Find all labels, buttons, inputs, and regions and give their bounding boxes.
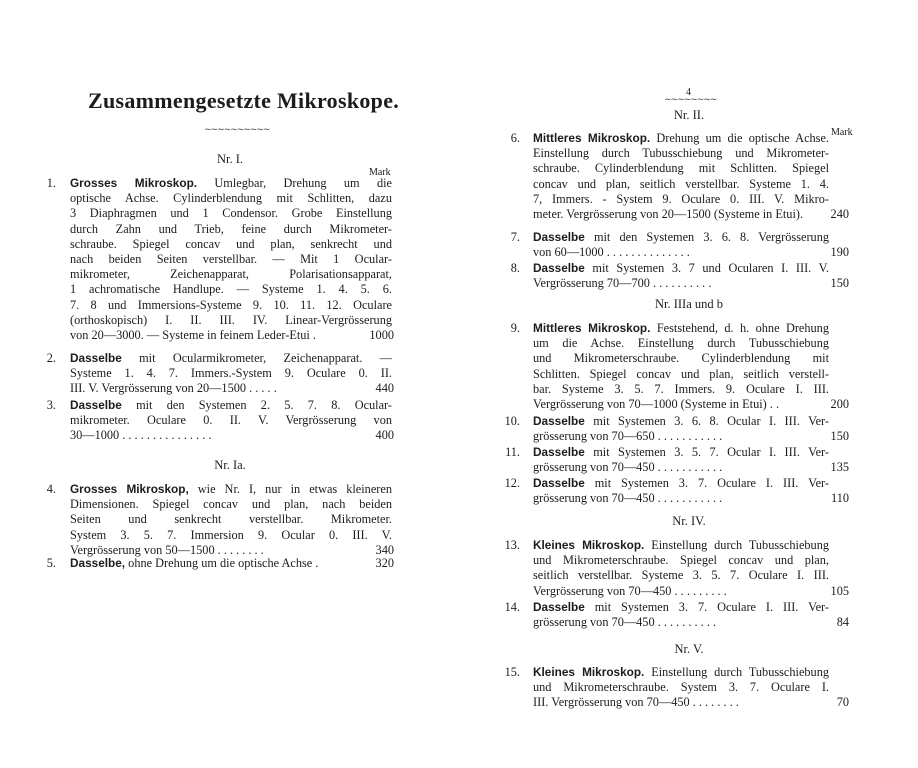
entry-line-text: wie Nr. I, nur in etwas kleineren [188,482,392,496]
entry-price: 320 [375,556,394,570]
entry-line [533,414,829,429]
entry-number: 5. [46,556,56,570]
entry-line: System 3. 5. 7. Immersion 9. Ocular 0. III. V. [70,527,392,542]
entry-description [533,665,829,711]
entry-line: 7. 8 und Immersions-Systeme 9. 10. 11. 12. Oculare [70,297,392,312]
entry-description [70,398,392,444]
entry-line: Vergrösserung von 70—450 . . . . . . . . . [533,583,727,598]
entry-line: und Mikrometerschraube. Cylinderblendung mit [533,351,829,366]
entry-lead-title: Grosses Mikroskop. [70,176,198,190]
entry-line [533,230,829,245]
entry-description [533,476,829,506]
entry-description [533,321,829,412]
entry-line-text: Drehung um die optische Achse. [650,131,829,145]
entry-line [533,538,829,553]
entry-description [533,445,829,475]
entry-line: Schlitten. Spiegel concav und plan, seitlich verstell- [533,366,829,381]
entry-line [70,482,392,497]
section-heading-nr-ia: Nr. Ia. [214,458,246,472]
entry-price: 190 [830,245,849,260]
entry-lead-title: Mittleres Mikroskop. [533,131,651,145]
entry-line-text: Feststehend, d. h. ohne Drehung [650,321,829,335]
entry-line: optische Achse. Cylinderblendung mit Schlitten, dazu [70,191,392,206]
entry-price: 105 [830,583,849,598]
entry-line-text: mit den Systemen 3. 6. 8. Vergrösserung [584,230,829,244]
entry-line: Einstellung durch Tubusschiebung und Mikrometer- [533,146,829,161]
entry-line [533,445,829,460]
entry-line: III. Vergrösserung von 70—450 . . . . . . . . [533,695,739,710]
entry-lead-title: Dasselbe [70,398,122,412]
right-page [459,0,918,768]
entry-price: 110 [831,491,849,506]
entry-number: 10. [504,414,520,428]
entry-number: 9. [510,321,520,335]
entry-number: 4. [46,482,56,496]
entry-line-text: mit Systemen 3. 7 und Ocularen I. III. V. [584,261,829,275]
section-heading-nr-iv: Nr. IV. [672,514,706,528]
entry-line-text: ohne Drehung um die optische Achse . [125,556,319,570]
entry-description [70,482,392,558]
entry-number: 13. [504,538,520,552]
entry-line: 30—1000 . . . . . . . . . . . . . . . [70,428,212,443]
entry-description [70,351,392,397]
entry-lead-title: Grosses Mikroskop, [70,482,189,496]
entry-description [70,556,392,571]
entry-price: 440 [375,381,394,396]
section-heading-nr-iiia-und-b: Nr. IIIa und b [654,297,724,311]
entry-line: und Mikrometerschraube. Spiegel concav und plan, [533,553,829,568]
entry-number: 3. [46,398,56,412]
entry-line: meter. Vergrösserung von 20—1500 (Systeme in Etui). [533,207,804,222]
entry-number: 15. [504,665,520,679]
entry-line [533,261,829,276]
entry-line-text: mit Systemen 3. 6. 8. Ocular I. III. Ver- [584,414,829,428]
entry-number: 8. [510,261,520,275]
entry-description [70,176,392,343]
entry-line-text: Einstellung durch Tubusschiebung [644,538,829,552]
entry-line: und Mikrometerschraube. System 3. 7. Oculare I. [533,680,829,695]
entry-line: grösserung von 70—650 . . . . . . . . . . . [533,429,723,444]
entry-line-text: mit Systemen 3. 7. Oculare I. III. Ver- [584,476,829,490]
entry-line: durch Zahn und Trieb, feine durch Mikrometer- [70,221,392,236]
entry-line: concav und plan, seitlich verstellbar. Systeme 1. 4. [533,176,829,191]
entry-price: 1000 [369,328,394,342]
entry-description [533,131,829,222]
entry-lead-title: Dasselbe [533,414,585,428]
entry-description [533,600,829,630]
entry-price: 150 [830,429,849,444]
page-number-ornament: ~~~~~~~~ [664,95,717,105]
entry-line [533,600,829,615]
entry-line: 3 Diaphragmen und 1 Condensor. Grobe Einstellung [70,206,392,221]
entry-lead-title: Dasselbe [70,351,122,365]
entry-line: mikrometer, Zeichenapparat, Polarisationsapparat, [70,267,392,282]
entry-line [70,398,392,413]
entry-line: Dimensionen. Spiegel concav und plan, nach beiden [70,497,392,512]
page-number: 4 [686,87,691,98]
entry-line [533,665,829,680]
entry-lead-title: Dasselbe, [70,556,126,570]
entry-line-text: mit Ocularmikrometer, Zeichenapparat. — [121,351,392,365]
entry-description [533,261,829,291]
page-title: Zusammengesetzte Mikroskope. [88,88,400,113]
entry-line: Vergrösserung von 50—1500 . . . . . . . . [70,542,264,557]
currency-label: Mark [831,127,853,138]
entry-number: 7. [510,230,520,244]
entry-lead-title: Dasselbe [533,261,585,275]
entry-line-text: mit Systemen 3. 7. Oculare I. III. Ver- [584,600,829,614]
entry-line: (orthoskopisch) I. II. III. IV. Linear-Vergrösserung [70,312,392,327]
entry-line-text: Einstellung durch Tubusschiebung [644,665,829,679]
entry-line: grösserung von 70—450 . . . . . . . . . . . [533,491,723,506]
entry-line: Vergrösserung 70—700 . . . . . . . . . . [533,276,712,291]
entry-description [533,414,829,444]
entry-lead-title: Dasselbe [533,600,585,614]
entry-line [70,556,392,571]
entry-number: 1. [46,176,56,190]
entry-line [533,131,829,146]
section-heading-nr-v: Nr. V. [674,642,704,656]
entry-line: 1 achromatische Handlupe. — Systeme 1. 4. 5. 6. [70,282,392,297]
entry-price: 70 [836,695,849,710]
entry-number: 14. [504,600,520,614]
entry-lead-title: Kleines Mikroskop. [533,538,645,552]
entry-line: grösserung von 70—450 . . . . . . . . . . . [533,460,723,475]
entry-description [533,230,829,260]
entry-lead-title: Kleines Mikroskop. [533,665,645,679]
entry-line: von 20—3000. — Systeme in feinem Leder-Etui . [70,328,316,343]
entry-price: 340 [375,542,394,557]
entry-description [533,538,829,599]
entry-line: mikrometer. Oculare 0. II. V. Vergrösserung von [70,413,392,428]
entry-line: nach beiden Seiten verstellbar. — Mit 1 Ocular- [70,252,392,267]
entry-price: 84 [836,615,849,630]
title-ornament: ~~~~~~~~~~ [204,125,270,135]
entry-line: von 60—1000 . . . . . . . . . . . . . . [533,245,690,260]
entry-line: seitlich verstellbar. Systeme 3. 5. 7. Oculare I. III. [533,568,829,583]
entry-number: 2. [46,351,56,365]
entry-line: Vergrösserung von 70—1000 (Systeme in Etui) . . [533,397,780,412]
entry-line: um die Achse. Einstellung durch Tubusschiebung [533,336,829,351]
entry-line: Systeme 1. 4. 7. Immers.-System 9. Oculare 0. II. [70,366,392,381]
section-heading-nr-i: Nr. I. [216,152,244,166]
entry-lead-title: Dasselbe [533,230,585,244]
entry-number: 12. [504,476,520,490]
entry-line [533,476,829,491]
entry-line: bar. Systeme 3. 5. 7. Immers. 9. Oculare I. III. [533,381,829,396]
entry-lead-title: Dasselbe [533,445,585,459]
entry-price: 200 [830,397,849,411]
entry-number: 11. [505,445,520,459]
section-heading-nr-ii: Nr. II. [673,108,705,122]
entry-price: 150 [830,276,849,291]
entry-line: 7, Immers. - System 9. Oculare 0. III. V. Mikro- [533,191,829,206]
entry-line: Seiten und senkrecht verstellbar. Mikrometer. [70,512,392,527]
entry-number: 6. [510,131,520,145]
entry-line: III. V. Vergrösserung von 20—1500 . . . . . [70,381,277,396]
entry-lead-title: Dasselbe [533,476,585,490]
entry-price: 240 [830,207,849,221]
entry-line: schraube. Cylinderblendung mit Schlitten. Spiegel [533,161,829,176]
currency-label: Mark [369,167,391,178]
entry-line [533,321,829,336]
entry-line [70,351,392,366]
entry-price: 135 [830,460,849,475]
entry-line [70,176,392,191]
entry-lead-title: Mittleres Mikroskop. [533,321,651,335]
entry-line: grösserung von 70—450 . . . . . . . . . . [533,615,717,630]
entry-line: schraube. Spiegel concav und plan, senkrecht und [70,236,392,251]
entry-line-text: mit den Systemen 2. 5. 7. 8. Ocular- [121,398,392,412]
entry-line-text: mit Systemen 3. 5. 7. Ocular I. III. Ver- [584,445,829,459]
entry-price: 400 [375,428,394,443]
entry-line-text: Umlegbar, Drehung um die [197,176,392,190]
